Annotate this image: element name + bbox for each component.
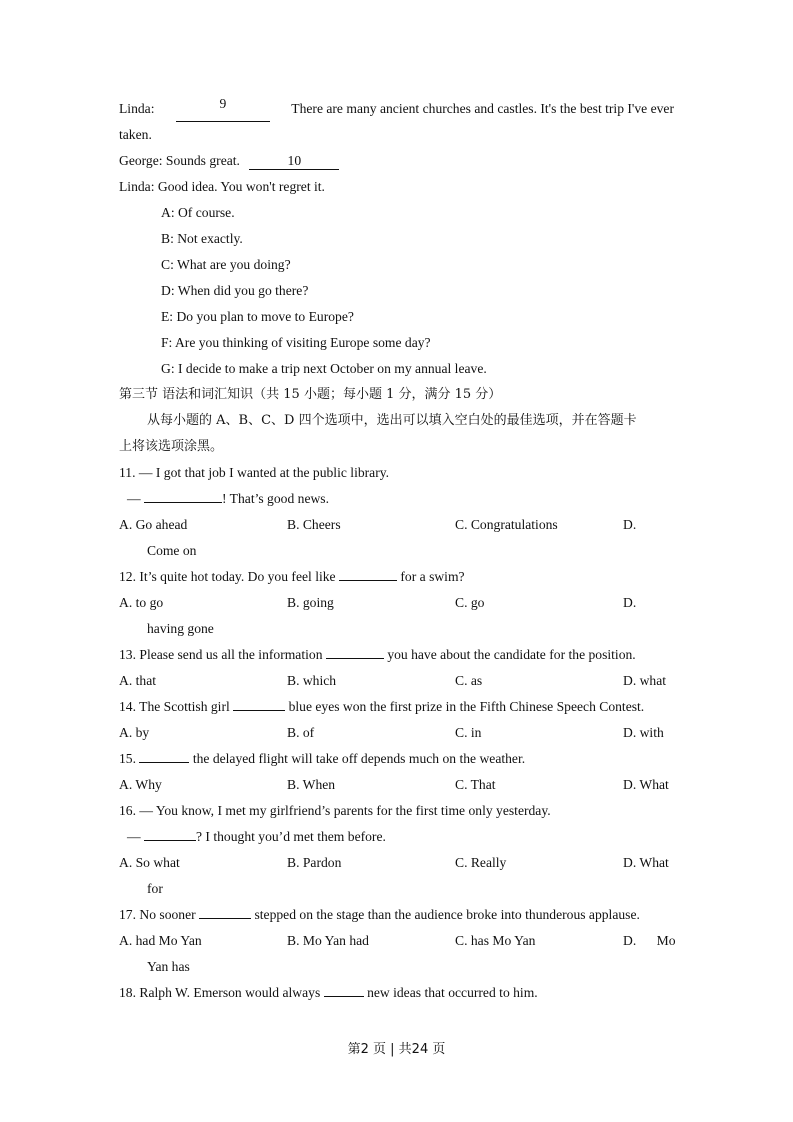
question-text: ? I thought you’d met them before.	[196, 829, 386, 844]
dash: —	[127, 491, 141, 506]
answer-blank	[139, 762, 189, 763]
question-text: 13. Please send us all the information	[119, 647, 323, 662]
question-13-options	[119, 668, 674, 694]
choice-c: C: What are you doing?	[161, 257, 291, 272]
option-c: C. That	[455, 777, 496, 792]
option-c: C. Congratulations	[455, 517, 558, 532]
question-11-response	[119, 486, 674, 512]
option-d: D. What	[623, 855, 669, 870]
question-17	[119, 902, 674, 928]
question-12-options	[119, 590, 674, 616]
question-17-options	[119, 928, 674, 954]
question-14-options	[119, 720, 674, 746]
option-d: D. Mo	[623, 933, 676, 948]
option-a: A. So what	[119, 855, 180, 870]
section-instruction-cont: 上将该选项涂黑。	[119, 439, 224, 454]
answer-blank	[144, 502, 222, 503]
answer-blank	[144, 840, 196, 841]
answer-blank-9: 9	[176, 96, 270, 122]
question-text: 12. It’s quite hot today. Do you feel like	[119, 569, 336, 584]
question-15	[119, 746, 674, 772]
option-b: B. Cheers	[287, 517, 341, 532]
question-16-options	[119, 850, 674, 876]
option-d-wrap: Yan has	[147, 959, 190, 974]
choice-b: B: Not exactly.	[161, 231, 243, 246]
option-a-wrap: for	[147, 881, 163, 896]
question-16-response	[119, 824, 674, 850]
dialogue-text: George: Sounds great.	[119, 153, 240, 168]
question-text: 17. No sooner	[119, 907, 196, 922]
answer-blank	[324, 996, 364, 997]
question-12	[119, 564, 674, 590]
option-a: A. Go ahead	[119, 517, 188, 532]
answer-blank	[233, 710, 285, 711]
dialogue-line-george	[119, 148, 674, 174]
dash: —	[127, 829, 141, 844]
choice-d: D: When did you go there?	[161, 283, 309, 298]
option-a: A. to go	[119, 595, 164, 610]
question-13	[119, 642, 674, 668]
answer-blank	[339, 580, 397, 581]
question-text: ! That’s good news.	[222, 491, 329, 506]
question-text: stepped on the stage than the audience broke into thunderous applause.	[254, 907, 640, 922]
option-d: D. with	[623, 725, 664, 740]
dialogue-line-linda-2: Linda: Good idea. You won't regret it.	[119, 179, 325, 194]
question-text: blue eyes won the first prize in the Fifth Chinese Speech Contest.	[288, 699, 645, 714]
question-16: 16. — You know, I met my girlfriend’s parents for the first time only yesterday.	[119, 803, 551, 818]
choice-e: E: Do you plan to move to Europe?	[161, 309, 354, 324]
option-c: C. in	[455, 725, 482, 740]
option-a: A. had Mo Yan	[119, 933, 202, 948]
option-d: D. what	[623, 673, 667, 688]
option-d: D.	[623, 595, 637, 610]
option-c: C. Really	[455, 855, 507, 870]
option-a: A. Why	[119, 777, 162, 792]
exam-page	[119, 96, 674, 1006]
option-a: A. that	[119, 673, 156, 688]
option-b: B. of	[287, 725, 315, 740]
option-b: B. which	[287, 673, 337, 688]
question-text: new ideas that occurred to him.	[367, 985, 538, 1000]
question-text: the delayed flight will take off depends much on the weather.	[192, 751, 526, 766]
dialogue-line-linda	[119, 96, 674, 122]
choice-g: G: I decide to make a trip next October on my annual leave.	[161, 361, 487, 376]
question-text: 15.	[119, 751, 136, 766]
option-b: B. Mo Yan had	[287, 933, 369, 948]
question-18	[119, 980, 674, 1006]
question-text: 14. The Scottish girl	[119, 699, 230, 714]
option-a: A. by	[119, 725, 150, 740]
choice-f: F: Are you thinking of visiting Europe some day?	[161, 335, 431, 350]
question-text: you have about the candidate for the position.	[387, 647, 636, 662]
question-text: for a swim?	[400, 569, 465, 584]
option-b: B. Pardon	[287, 855, 342, 870]
question-text: 18. Ralph W. Emerson would always	[119, 985, 321, 1000]
option-b: B. going	[287, 595, 334, 610]
option-c: C. has Mo Yan	[455, 933, 536, 948]
option-c: C. go	[455, 595, 485, 610]
option-c: C. as	[455, 673, 483, 688]
option-d: D. What	[623, 777, 669, 792]
question-11: 11. — I got that job I wanted at the public library.	[119, 465, 390, 480]
question-15-options	[119, 772, 674, 798]
answer-blank	[199, 918, 251, 919]
dialogue-text: There are many ancient churches and castles. It's the best trip I've ever	[291, 101, 674, 116]
section-instruction: 从每小题的 A、B、C、D 四个选项中，选出可以填入空白处的最佳选项，并在答题卡	[147, 413, 637, 428]
choice-a: A: Of course.	[161, 205, 235, 220]
option-d-wrap: Come on	[147, 543, 197, 558]
question-14	[119, 694, 674, 720]
option-d: D.	[623, 517, 637, 532]
speaker: Linda:	[119, 101, 155, 116]
page-footer: 第2 页 | 共24 页	[347, 1042, 446, 1057]
option-b: B. When	[287, 777, 336, 792]
dialogue-line-cont: taken.	[119, 127, 152, 142]
answer-blank-10: 10	[249, 153, 339, 170]
answer-blank	[326, 658, 384, 659]
option-d-wrap: having gone	[147, 621, 214, 636]
section-heading: 第三节 语法和词汇知识（共 15 小题；每小题 1 分，满分 15 分）	[119, 387, 502, 402]
question-11-options	[119, 512, 674, 538]
